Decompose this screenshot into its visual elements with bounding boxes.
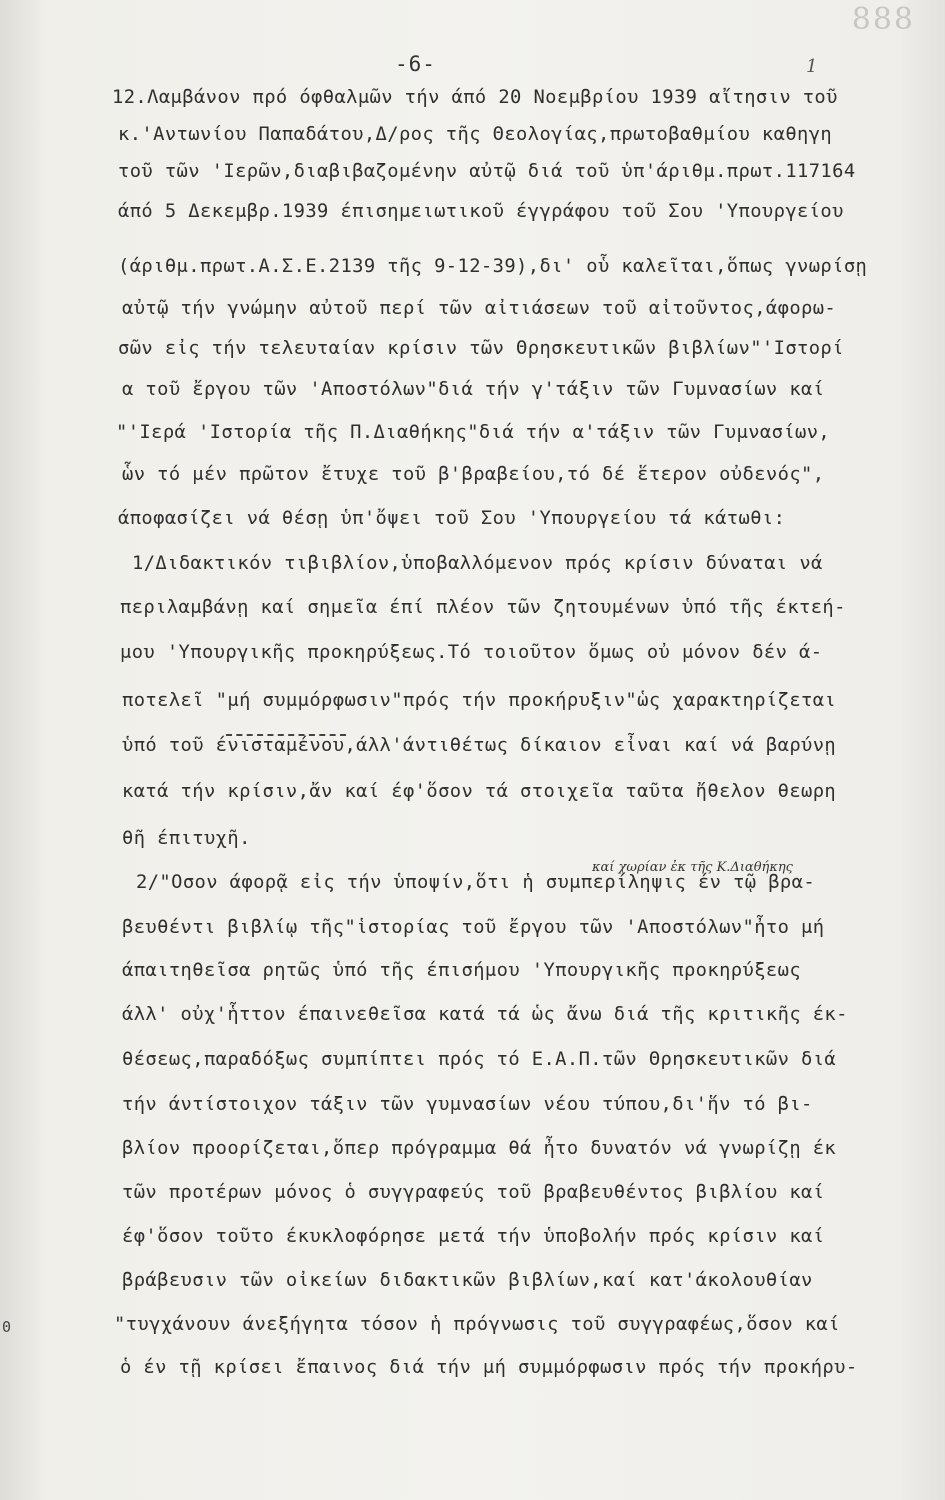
text-line: βλίον προορίζεται,ὅπερ πρόγραμμα θά ἦτο δυνατόν νά γνωρίζῃ έκ [122, 1138, 837, 1159]
handwritten-annotation: καί χωρίαν ἐκ τῆς Κ.Διαθήκης [592, 860, 793, 875]
text-line: τῶν προτέρων μόνος ὁ συγγραφεύς τοῦ βραβευθέντος βιβλίου καί [122, 1182, 825, 1203]
text-line: 2/"Οσον άφορᾷ εἰς τήν ὑποψίν,ὅτι ἡ συμπερίληψις έν τῷ βρα- [136, 872, 816, 893]
edge-mark: 0 [2, 1318, 12, 1336]
text-line: σῶν εἰς τήν τελευταίαν κρίσιν τῶν Θρησκευτικῶν βιβλίων"'Ιστορί [118, 338, 844, 359]
text-line: ὑπό τοῦ ένισταμένου,άλλ'άντιθέτως δίκαιον εἶναι καί νά βαρύνῃ [122, 735, 837, 756]
text-line: αὐτῷ τήν γνώμην αὐτοῦ περί τῶν αἰτιάσεων τοῦ αἰτοῦντος,άφορω- [122, 298, 837, 319]
text-line: άπαιτηθεῖσα ρητῶς ὑπό τῆς έπισήμου 'Υπουργικῆς προκηρύξεως [122, 960, 802, 981]
text-line: έφ'ὅσον τοῦτο έκυκλοφόρησε μετά τήν ὑποβολήν πρός κρίσιν καί [122, 1226, 825, 1247]
text-line: ὧν τό μέν πρῶτον ἔτυχε τοῦ β'βραβείου,τό δέ ἕτερον οὐδενός", [122, 464, 825, 485]
text-line: ποτελεῖ "μή συμμόρφωσιν"πρός τήν προκήρυξιν"ὡς χαρακτηρίζεται [122, 690, 837, 711]
text-line: θέσεως,παραδόξως συμπίπτει πρός τό Ε.Α.Π.τῶν Θρησκευτικῶν διά [122, 1049, 837, 1070]
text-line: τήν άντίστοιχον τάξιν τῶν γυμνασίων νέου τύπου,δι'ἥν τό βι- [122, 1094, 813, 1115]
text-line: άπό 5 Δεκεμβρ.1939 έπισημειωτικοῦ έγγράφου τοῦ Σου 'Υπουργείου [118, 201, 844, 222]
text-line: άλλ' οὐχ'ἧττον έπαινεθεῖσα κατά τά ὡς ἄνω διά τῆς κριτικῆς έκ- [122, 1004, 848, 1025]
text-line: περιλαμβάνῃ καί σημεῖα έπί πλέον τῶν ζητουμένων ὑπό τῆς έκτεή- [120, 597, 846, 618]
text-line: βευθέντι βιβλίῳ τῆς"ἱστορίας τοῦ ἔργου τῶν 'Αποστόλων"ἦτο μή [122, 917, 825, 938]
page-number: -6- [395, 52, 436, 76]
text-line: κατά τήν κρίσιν,ἄν καί έφ'ὅσον τά στοιχεῖα ταῦτα ἤθελον θεωρη [122, 781, 837, 802]
text-line: "'Ιερά 'Ιστορία τῆς Π.Διαθήκης"διά τήν α'τάξιν τῶν Γυμνασίων, [116, 422, 831, 443]
text-line: 12.Λαμβάνον πρό όφθαλμῶν τήν άπό 20 Νοεμβρίου 1939 αἴτησιν τοῦ [112, 87, 838, 108]
text-line: 1/Διδακτικόν τιβιβλίον,ὑποβαλλόμενον πρός κρίσιν δύναται νά [132, 553, 823, 574]
handwritten-page-mark: 1 [806, 56, 818, 77]
bleed-through-mark: 888 [851, 2, 915, 37]
text-line: τοῦ τῶν 'Ιερῶν,διαβιβαζομένην αὐτῷ διά τοῦ ὑπ'άριθμ.πρωτ.117164 [118, 161, 856, 182]
text-line: α τοῦ ἔργου τῶν 'Αποστόλων"διά τήν γ'τάξιν τῶν Γυμνασίων καί [122, 379, 825, 400]
text-line: ὁ έν τῇ κρίσει ἔπαινος διά τήν μή συμμόρφωσιν πρός τήν προκήρυ- [120, 1357, 858, 1378]
text-line: θῆ έπιτυχῆ. [122, 828, 251, 849]
text-line: "τυγχάνουν άνεξήγητα τόσον ἡ πρόγνωσις τοῦ συγγραφέως,ὅσον καί [114, 1314, 840, 1335]
text-line: κ.'Αντωνίου Παπαδάτου,Δ/ρος τῆς Θεολογίας,πρωτοβαθμίου καθηγη [118, 124, 833, 145]
text-line: άποφασίζει νά θέσῃ ὑπ'ὄψει τοῦ Σου 'Υπουργείου τά κάτωθι: [118, 508, 786, 529]
text-line: βράβευσιν τῶν οἰκείων διδακτικῶν βιβλίων,καί κατ'άκολουθίαν [122, 1270, 813, 1291]
text-line: (άριθμ.πρωτ.Α.Σ.Ε.2139 τῆς 9-12-39),δι' οὗ καλεῖται,ὅπως γνωρίσῃ [118, 256, 868, 277]
text-line: μου 'Υπουργικῆς προκηρύξεως.Τό τοιοῦτον ὅμως οὐ μόνον δέν ά- [120, 642, 823, 663]
underline-rule [226, 734, 346, 736]
